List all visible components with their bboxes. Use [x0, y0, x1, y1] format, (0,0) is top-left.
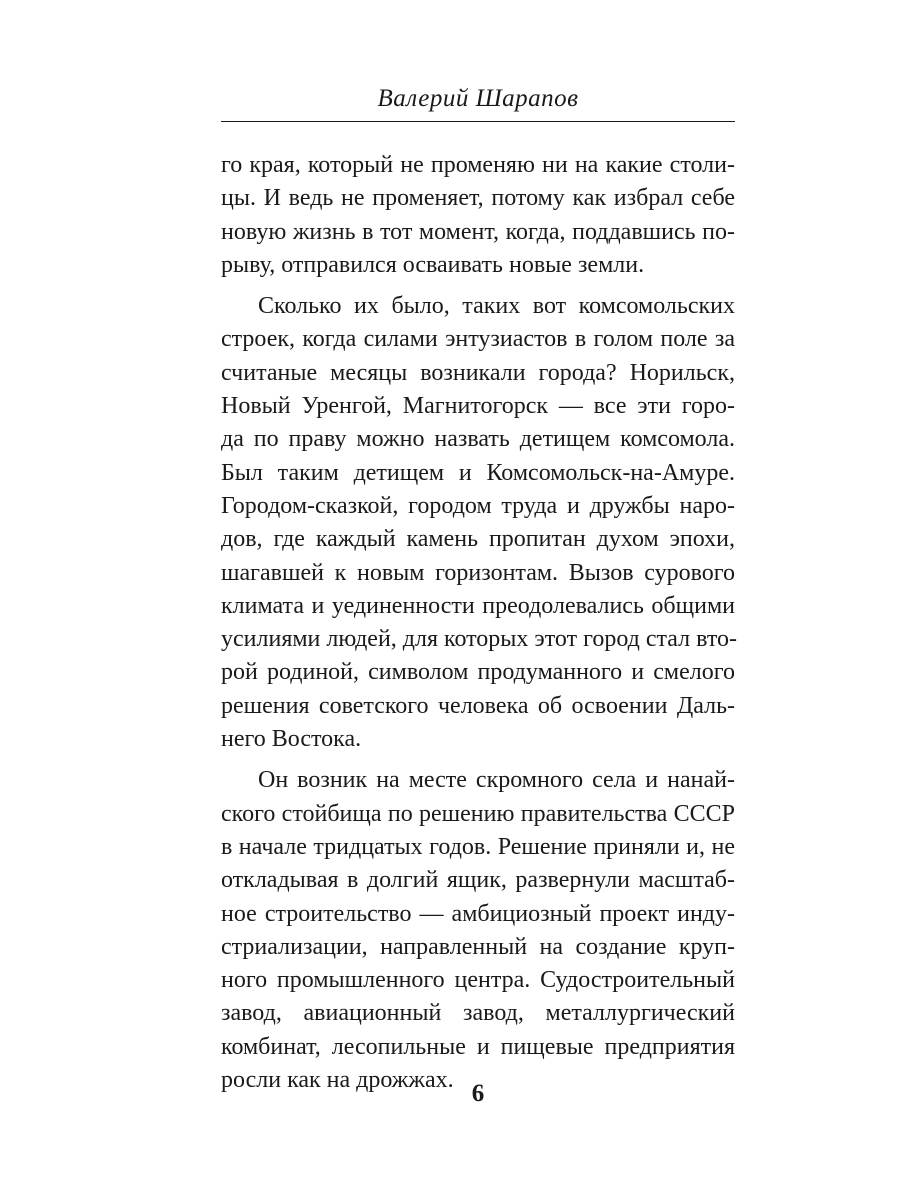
text-line: считаные месяцы возникали города? Норильск,: [221, 359, 735, 386]
text-line: откладывая в долгий ящик, развернули масштаб-: [221, 867, 735, 894]
text-line: строек, когда силами энтузиастов в голом поле за: [221, 326, 735, 353]
text-line: него Востока.: [221, 726, 362, 753]
text-line: рыву, отправился осваивать новые земли.: [221, 251, 645, 278]
paragraph-3: [221, 764, 735, 1097]
header-rule: [221, 121, 735, 122]
body-text: [221, 149, 738, 1105]
text-line: рой родиной, символом продуманного и смелого: [221, 659, 735, 686]
text-line: новую жизнь в тот момент, когда, поддавшись по-: [221, 218, 735, 245]
text-line: Он возник на месте скромного села и нанай-: [258, 767, 735, 794]
text-line: решения советского человека об освоении Даль-: [221, 692, 735, 719]
text-line: дов, где каждый камень пропитан духом эпохи,: [221, 526, 735, 553]
running-head: Валерий Шарапов: [377, 85, 579, 112]
text-line: шагавшей к новым горизонтам. Вызов сурового: [221, 559, 735, 586]
text-line: в начале тридцатых годов. Решение приняли и, не: [221, 833, 735, 860]
text-line: Новый Уренгой, Магнитогорск — все эти горо-: [221, 393, 735, 420]
text-line: усилиями людей, для которых этот город стал вто-: [221, 626, 738, 653]
paragraph-2: [221, 290, 738, 756]
text-line: завод, авиационный завод, металлургический: [221, 1000, 735, 1027]
page-number: 6: [471, 1080, 485, 1107]
paragraph-1: [221, 149, 735, 282]
text-line: да по праву можно назвать детищем комсомола.: [221, 426, 735, 453]
text-line: росли как на дрожжах.: [221, 1067, 454, 1094]
text-line: комбинат, лесопильные и пищевые предприятия: [221, 1033, 735, 1060]
text-line: Городом-сказкой, городом труда и дружбы наро-: [221, 492, 735, 519]
text-line: Был таким детищем и Комсомольск-на-Амуре.: [221, 459, 735, 486]
text-line: климата и уединенности преодолевались общими: [221, 592, 735, 619]
text-line: го края, который не променяю ни на какие столи-: [221, 152, 735, 178]
text-line: стриализации, направленный на создание круп-: [221, 933, 735, 960]
text-line: ского стойбища по решению правительства СССР: [221, 800, 735, 827]
text-line: цы. И ведь не променяет, потому как избрал себе: [221, 185, 735, 212]
text-line: ного промышленного центра. Судостроительный: [221, 967, 735, 994]
text-line: ное строительство — амбициозный проект инду-: [221, 900, 735, 927]
text-line: Сколько их было, таких вот комсомольских: [258, 293, 735, 320]
